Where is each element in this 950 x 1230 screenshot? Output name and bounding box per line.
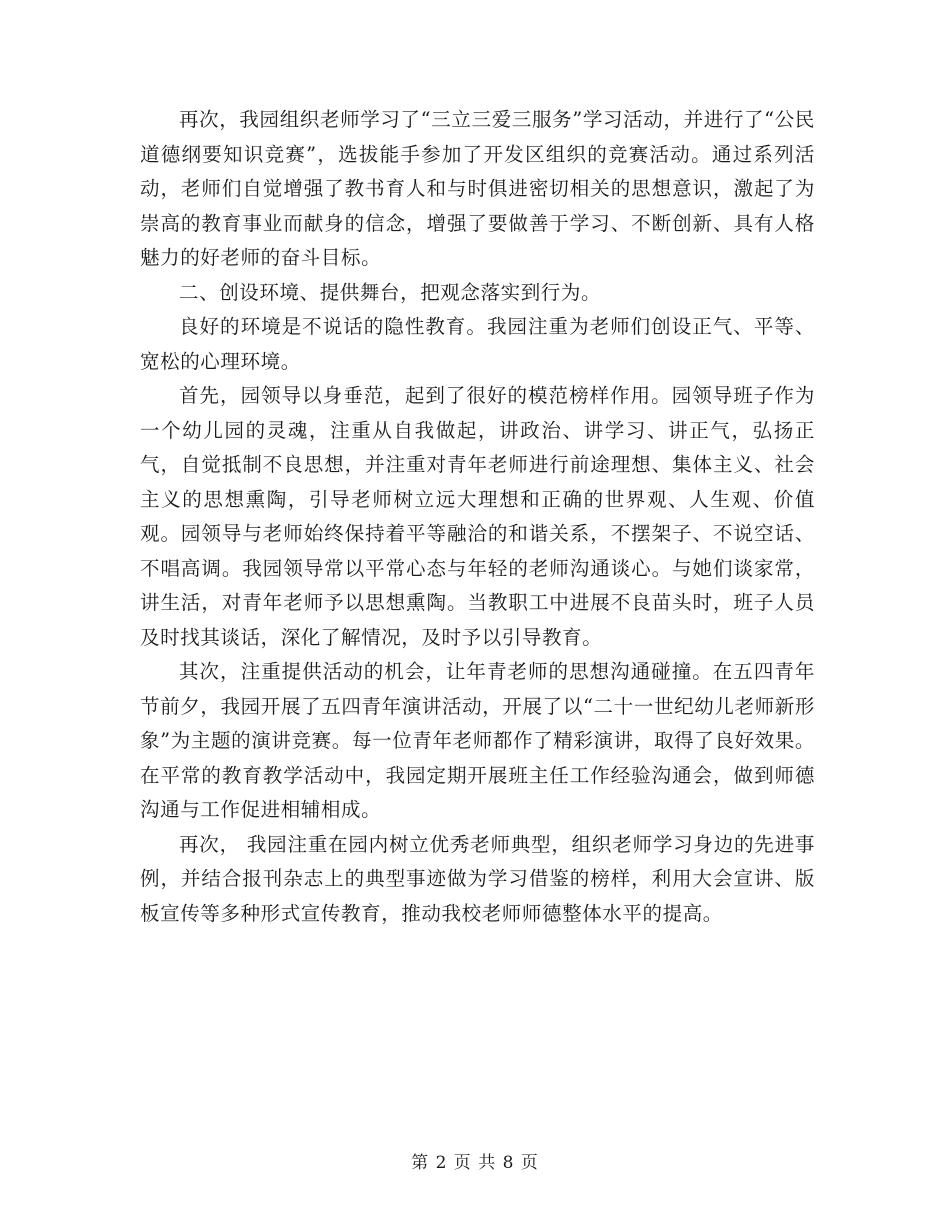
paragraph-leadership: 首先，园领导以身垂范，起到了很好的模范榜样作用。园领导班子作为一个幼儿园的灵魂，注重从自我做起，讲政治、讲学习、讲正气，弘扬正气，自觉抵制不良思想，并注重对青年老师进行前途理想、集体主义、社会主义的思想熏陶，引导老师树立远大理想和正确的世界观、人生观、价值观。园领导与老师始终保持着平等融洽的和谐关系，不摆架子、不说空话、不唱高调。我园领导常以平常心态与年轻的老师沟通谈心。与她们谈家常，讲生活，对青年老师予以思想熏陶。当教职工中进展不良苗头时，班子人员及时找其谈话，深化了解情况，及时予以引导教育。	[140, 384, 815, 649]
paragraph-environment: 良好的环境是不说话的隐性教育。我园注重为老师们创设正气、平等、宽松的心理环境。	[140, 315, 815, 373]
paragraph-activities: 其次，注重提供活动的机会，让年青老师的思想沟通碰撞。在五四青年节前夕，我园开展了五四青年演讲活动，开展了以“二十一世纪幼儿老师新形象”为主题的演讲竞赛。每一位青年老师都作了精彩演讲，取得了良好效果。在平常的教育教学活动中，我园定期开展班主任工作经验沟通会，做到师德沟通与工作促进相辅相成。	[140, 660, 815, 821]
document-body	[140, 103, 815, 931]
paragraph-study-activities: 再次，我园组织老师学习了“三立三爱三服务”学习活动，并进行了“公民道德纲要知识竞赛”，选拔能手参加了开发区组织的竞赛活动。通过系列活动，老师们自觉增强了教书育人和与时俱进密切相关的思想意识，激起了为崇高的教育事业而献身的信念，增强了要做善于学习、不断创新、具有人格魅力的好老师的奋斗目标。	[140, 108, 815, 269]
page-number: 第 2 页 共 8 页	[411, 1153, 539, 1173]
paragraph-model-teachers: 再次， 我园注重在园内树立优秀老师典型，组织老师学习身边的先进事例，并结合报刊杂志上的典型事迹做为学习借鉴的榜样，利用大会宣讲、版板宣传等多种形式宣传教育，推动我校老师师德整体水平的提高。	[140, 832, 815, 925]
page-footer	[0, 1148, 950, 1173]
section-heading-2: 二、创设环境、提供舞台，把观念落实到行为。	[179, 280, 602, 304]
